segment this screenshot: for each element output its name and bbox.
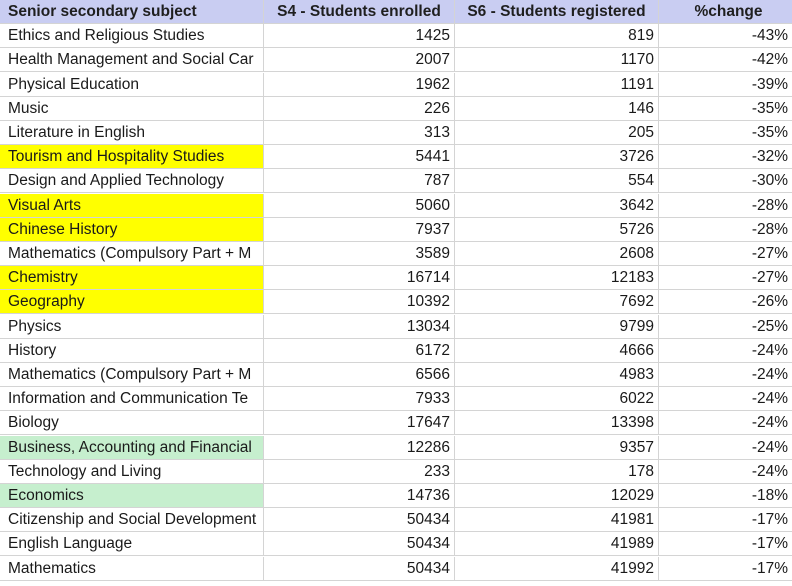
cell-subject[interactable]: Health Management and Social Car bbox=[0, 48, 264, 72]
cell-percent-change[interactable]: -17% bbox=[659, 557, 792, 581]
cell-percent-change[interactable]: -26% bbox=[659, 290, 792, 314]
cell-percent-change[interactable]: -24% bbox=[659, 436, 792, 460]
cell-percent-change[interactable]: -30% bbox=[659, 169, 792, 193]
cell-subject[interactable]: Visual Arts bbox=[0, 194, 264, 218]
cell-s4-enrolled[interactable]: 17647 bbox=[264, 411, 455, 435]
cell-subject[interactable]: History bbox=[0, 339, 264, 363]
cell-percent-change[interactable]: -42% bbox=[659, 48, 792, 72]
cell-s6-registered[interactable]: 9799 bbox=[455, 315, 659, 339]
cell-subject[interactable]: English Language bbox=[0, 532, 264, 556]
cell-s4-enrolled[interactable]: 5441 bbox=[264, 145, 455, 169]
cell-s6-registered[interactable]: 9357 bbox=[455, 436, 659, 460]
cell-s4-enrolled[interactable]: 50434 bbox=[264, 508, 455, 532]
cell-subject[interactable]: Biology bbox=[0, 411, 264, 435]
cell-s4-enrolled[interactable]: 226 bbox=[264, 97, 455, 121]
cell-s4-enrolled[interactable]: 50434 bbox=[264, 557, 455, 581]
cell-s6-registered[interactable]: 819 bbox=[455, 24, 659, 48]
table-row bbox=[0, 339, 792, 363]
table-row bbox=[0, 242, 792, 266]
table-row bbox=[0, 557, 792, 581]
header-cell-s4[interactable]: S4 - Students enrolled bbox=[264, 0, 455, 24]
table-row bbox=[0, 97, 792, 121]
table-row bbox=[0, 218, 792, 242]
cell-s4-enrolled[interactable]: 6566 bbox=[264, 363, 455, 387]
cell-s4-enrolled[interactable]: 50434 bbox=[264, 532, 455, 556]
cell-s6-registered[interactable]: 2608 bbox=[455, 242, 659, 266]
cell-s6-registered[interactable]: 1191 bbox=[455, 73, 659, 97]
cell-s4-enrolled[interactable]: 787 bbox=[264, 169, 455, 193]
cell-subject[interactable]: Chemistry bbox=[0, 266, 264, 290]
cell-s6-registered[interactable]: 13398 bbox=[455, 411, 659, 435]
table-row bbox=[0, 121, 792, 145]
cell-percent-change[interactable]: -17% bbox=[659, 532, 792, 556]
cell-s4-enrolled[interactable]: 6172 bbox=[264, 339, 455, 363]
cell-subject[interactable]: Physics bbox=[0, 315, 264, 339]
cell-subject[interactable]: Business, Accounting and Financial bbox=[0, 436, 264, 460]
cell-s4-enrolled[interactable]: 313 bbox=[264, 121, 455, 145]
cell-s6-registered[interactable]: 1170 bbox=[455, 48, 659, 72]
cell-subject[interactable]: Information and Communication Te bbox=[0, 387, 264, 411]
cell-percent-change[interactable]: -43% bbox=[659, 24, 792, 48]
cell-percent-change[interactable]: -28% bbox=[659, 194, 792, 218]
cell-s4-enrolled[interactable]: 16714 bbox=[264, 266, 455, 290]
cell-percent-change[interactable]: -27% bbox=[659, 266, 792, 290]
cell-percent-change[interactable]: -35% bbox=[659, 97, 792, 121]
cell-subject[interactable]: Technology and Living bbox=[0, 460, 264, 484]
cell-s4-enrolled[interactable]: 13034 bbox=[264, 315, 455, 339]
cell-s4-enrolled[interactable]: 233 bbox=[264, 460, 455, 484]
cell-percent-change[interactable]: -18% bbox=[659, 484, 792, 508]
table-row bbox=[0, 532, 792, 556]
cell-s4-enrolled[interactable]: 1425 bbox=[264, 24, 455, 48]
cell-s6-registered[interactable]: 12183 bbox=[455, 266, 659, 290]
table-row bbox=[0, 363, 792, 387]
cell-subject[interactable]: Tourism and Hospitality Studies bbox=[0, 145, 264, 169]
cell-percent-change[interactable]: -24% bbox=[659, 339, 792, 363]
cell-s6-registered[interactable]: 7692 bbox=[455, 290, 659, 314]
table-row bbox=[0, 73, 792, 97]
cell-s4-enrolled[interactable]: 7933 bbox=[264, 387, 455, 411]
cell-s6-registered[interactable]: 41981 bbox=[455, 508, 659, 532]
table-row bbox=[0, 194, 792, 218]
cell-s6-registered[interactable]: 3726 bbox=[455, 145, 659, 169]
cell-s6-registered[interactable]: 12029 bbox=[455, 484, 659, 508]
cell-s4-enrolled[interactable]: 10392 bbox=[264, 290, 455, 314]
cell-subject[interactable]: Design and Applied Technology bbox=[0, 169, 264, 193]
cell-s6-registered[interactable]: 3642 bbox=[455, 194, 659, 218]
cell-percent-change[interactable]: -27% bbox=[659, 242, 792, 266]
cell-s6-registered[interactable]: 554 bbox=[455, 169, 659, 193]
cell-subject[interactable]: Mathematics (Compulsory Part + M bbox=[0, 363, 264, 387]
cell-percent-change[interactable]: -32% bbox=[659, 145, 792, 169]
cell-s6-registered[interactable]: 41992 bbox=[455, 557, 659, 581]
cell-percent-change[interactable]: -25% bbox=[659, 315, 792, 339]
cell-s6-registered[interactable]: 146 bbox=[455, 97, 659, 121]
cell-subject[interactable]: Economics bbox=[0, 484, 264, 508]
cell-subject[interactable]: Chinese History bbox=[0, 218, 264, 242]
cell-s4-enrolled[interactable]: 2007 bbox=[264, 48, 455, 72]
table-row bbox=[0, 387, 792, 411]
cell-subject[interactable]: Citizenship and Social Development bbox=[0, 508, 264, 532]
header-row bbox=[0, 0, 792, 24]
table-row bbox=[0, 169, 792, 193]
header-cell-change[interactable]: %change bbox=[659, 0, 792, 24]
cell-s4-enrolled[interactable]: 3589 bbox=[264, 242, 455, 266]
table-row bbox=[0, 508, 792, 532]
cell-s6-registered[interactable]: 178 bbox=[455, 460, 659, 484]
cell-s6-registered[interactable]: 4983 bbox=[455, 363, 659, 387]
cell-s6-registered[interactable]: 6022 bbox=[455, 387, 659, 411]
table-row bbox=[0, 315, 792, 339]
header-cell-s6[interactable]: S6 - Students registered bbox=[455, 0, 659, 24]
table-row bbox=[0, 24, 792, 48]
cell-s6-registered[interactable]: 4666 bbox=[455, 339, 659, 363]
cell-percent-change[interactable]: -35% bbox=[659, 121, 792, 145]
header-cell-subject[interactable]: Senior secondary subject bbox=[0, 0, 264, 24]
cell-subject[interactable]: Mathematics bbox=[0, 557, 264, 581]
cell-s4-enrolled[interactable]: 7937 bbox=[264, 218, 455, 242]
table-row bbox=[0, 460, 792, 484]
cell-s4-enrolled[interactable]: 1962 bbox=[264, 73, 455, 97]
table-row bbox=[0, 411, 792, 435]
cell-subject[interactable]: Geography bbox=[0, 290, 264, 314]
table-row bbox=[0, 266, 792, 290]
cell-percent-change[interactable]: -24% bbox=[659, 411, 792, 435]
cell-percent-change[interactable]: -28% bbox=[659, 218, 792, 242]
cell-s6-registered[interactable]: 5726 bbox=[455, 218, 659, 242]
table-row bbox=[0, 484, 792, 508]
cell-percent-change[interactable]: -17% bbox=[659, 508, 792, 532]
cell-subject[interactable]: Literature in English bbox=[0, 121, 264, 145]
cell-s6-registered[interactable]: 205 bbox=[455, 121, 659, 145]
cell-s4-enrolled[interactable]: 5060 bbox=[264, 194, 455, 218]
cell-subject[interactable]: Music bbox=[0, 97, 264, 121]
cell-percent-change[interactable]: -24% bbox=[659, 460, 792, 484]
cell-s6-registered[interactable]: 41989 bbox=[455, 532, 659, 556]
cell-subject[interactable]: Ethics and Religious Studies bbox=[0, 24, 264, 48]
table-row bbox=[0, 48, 792, 72]
cell-subject[interactable]: Mathematics (Compulsory Part + M bbox=[0, 242, 264, 266]
cell-percent-change[interactable]: -24% bbox=[659, 363, 792, 387]
cell-subject[interactable]: Physical Education bbox=[0, 73, 264, 97]
cell-s4-enrolled[interactable]: 12286 bbox=[264, 436, 455, 460]
cell-percent-change[interactable]: -39% bbox=[659, 73, 792, 97]
cell-percent-change[interactable]: -24% bbox=[659, 387, 792, 411]
table-row bbox=[0, 436, 792, 460]
table-row bbox=[0, 290, 792, 314]
cell-s4-enrolled[interactable]: 14736 bbox=[264, 484, 455, 508]
table-row bbox=[0, 145, 792, 169]
